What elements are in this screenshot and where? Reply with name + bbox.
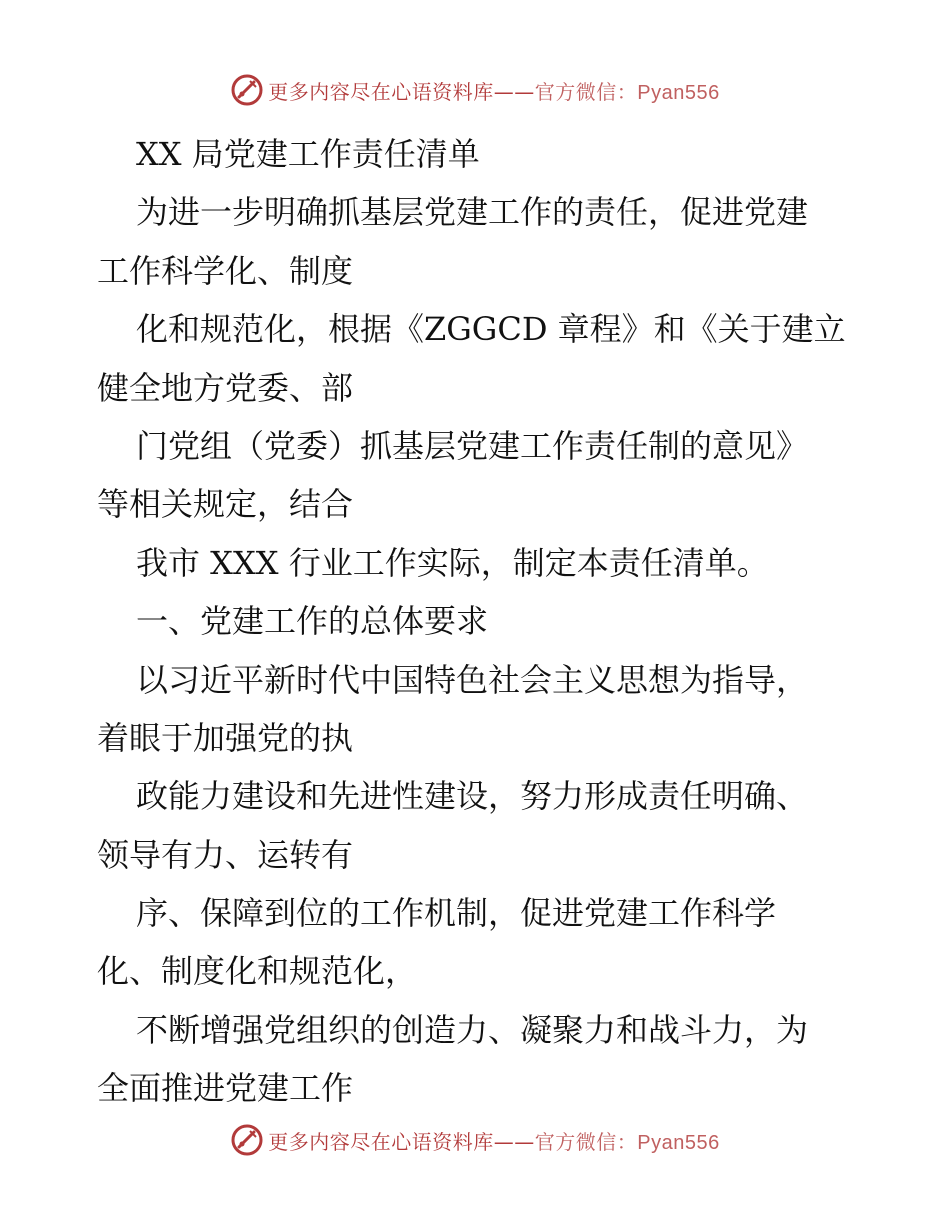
- document-body: [97, 125, 857, 1118]
- doc-line: 着眼于加强党的执: [97, 718, 354, 757]
- banner-text: [268, 76, 719, 105]
- footer-banner: [0, 1120, 950, 1160]
- doc-line: 门党组（党委）抓基层党建工作责任制的意见》: [136, 426, 809, 465]
- doc-line: 以习近平新时代中国特色社会主义思想为指导，: [136, 660, 809, 699]
- doc-line: 为进一步明确抓基层党建工作的责任，促进党建: [136, 193, 809, 232]
- banner-official: 官方微信：: [534, 1129, 638, 1154]
- doc-line: 序、保障到位的工作机制，促进党建工作科学: [136, 894, 777, 933]
- banner-main: 更多内容尽在心语资料库: [268, 79, 494, 104]
- banner-dash: ——: [493, 1129, 535, 1154]
- banner-official: 官方微信：: [534, 79, 638, 104]
- banner-wechat-id: Pyan556: [637, 1131, 720, 1154]
- banner-text: [268, 1126, 719, 1155]
- header-banner: [0, 70, 950, 110]
- doc-line: 化、制度化和规范化，: [97, 952, 418, 991]
- doc-line: 全面推进党建工作: [97, 1069, 354, 1108]
- doc-line: 领导有力、运转有: [97, 835, 354, 874]
- doc-title: XX 局党建工作责任清单: [136, 135, 480, 173]
- doc-line: 工作科学化、制度: [97, 251, 354, 290]
- banner-main: 更多内容尽在心语资料库: [268, 1129, 494, 1154]
- doc-line: 化和规范化，根据《ZGGCD 章程》和《关于建立: [136, 310, 846, 349]
- brand-logo-icon: [230, 73, 264, 107]
- brand-logo-icon: [230, 1123, 264, 1157]
- doc-line: 等相关规定，结合: [97, 485, 354, 524]
- doc-line: 我市 XXX 行业工作实际，制定本责任清单。: [136, 543, 769, 582]
- doc-section-heading: 一、党建工作的总体要求: [136, 602, 489, 641]
- banner-dash: ——: [493, 79, 535, 104]
- doc-line: 政能力建设和先进性建设，努力形成责任明确、: [136, 777, 809, 816]
- doc-line: 不断增强党组织的创造力、凝聚力和战斗力，为: [136, 1010, 809, 1049]
- doc-line: 健全地方党委、部: [97, 368, 354, 407]
- banner-wechat-id: Pyan556: [637, 81, 720, 104]
